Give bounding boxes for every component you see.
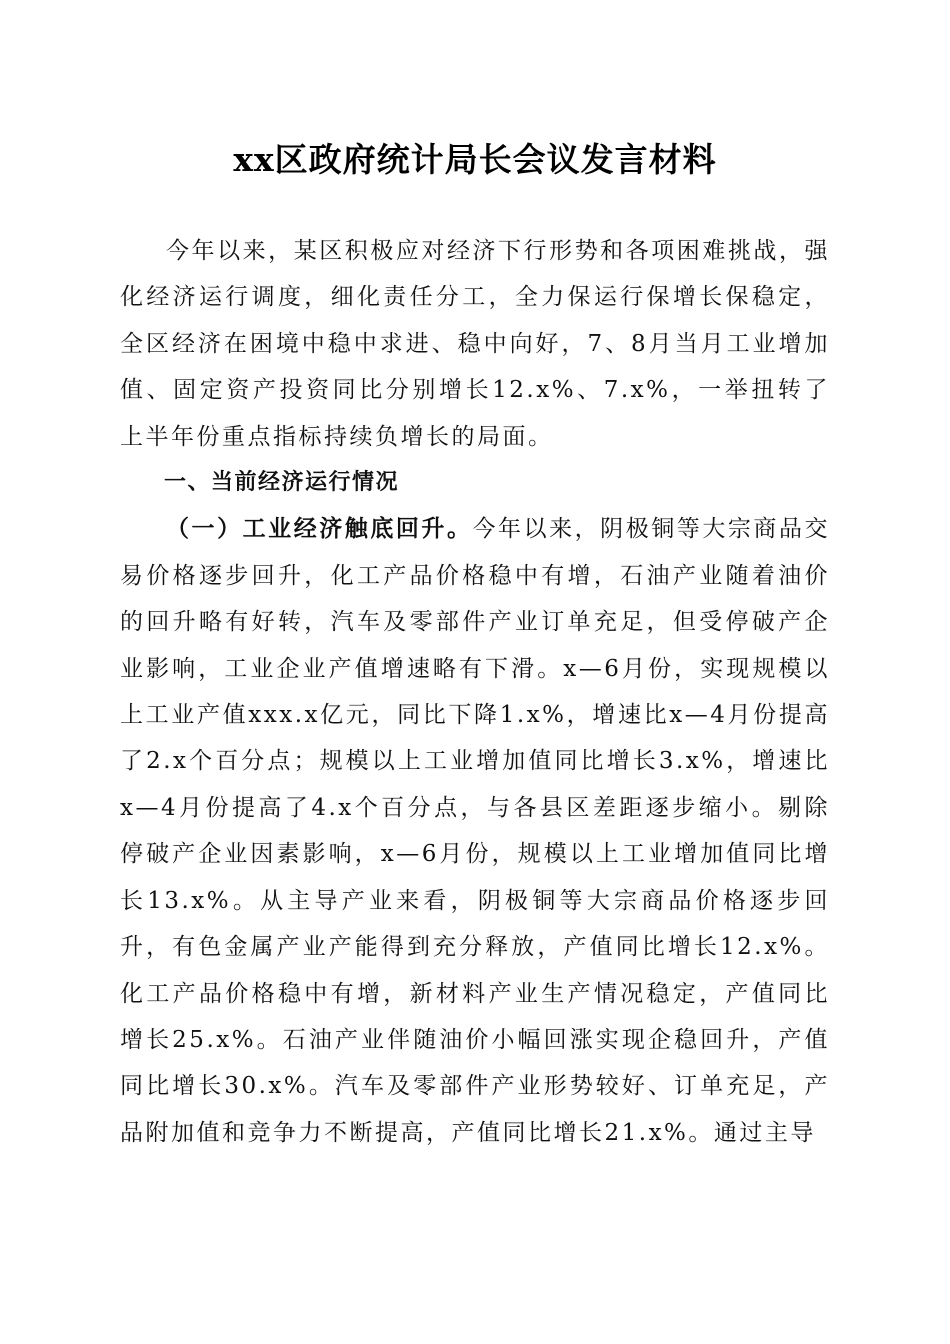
- subsection-paragraph: [120, 506, 830, 1156]
- document-body: [120, 228, 830, 1156]
- subsection-body: 今年以来，阴极铜等大宗商品交易价格逐步回升，化工产品价格稳中有增，石油产业随着油价的回升略有好转，汽车及零部件产业订单充足，但受停破产企业影响，工业企业产值增速略有下滑。x—6月份，实现规模以上工业产值xxx.x亿元，同比下降1.x%，增速比x—4月份提高了2.x个百分点；规模以上工业增加值同比增长3.x%，增速比x—4月份提高了4.x个百分点，与各县区差距逐步缩小。剔除停破产企业因素影响，x—6月份，规模以上工业增加值同比增长13.x%。从主导产业来看，阴极铜等大宗商品价格逐步回升，有色金属产业产能得到充分释放，产值同比增长12.x%。化工产品价格稳中有增，新材料产业生产情况稳定，产值同比增长25.x%。石油产业伴随油价小幅回涨实现企稳回升，产值同比增长30.x%。汽车及零部件产业形势较好、订单充足，产品附加值和竞争力不断提高，产值同比增长21.x%。通过主导: [120, 516, 831, 1146]
- section-heading: 一、当前经济运行情况: [164, 470, 400, 496]
- subsection-heading: （一）工业经济触底回升。: [166, 515, 473, 543]
- intro-paragraph: 今年以来，某区积极应对经济下行形势和各项困难挑战，强化经济运行调度，细化责任分工，全力保运行保增长保稳定，全区经济在困境中稳中求进、稳中向好，7、8月当月工业增加值、固定资产投资同比分别增长12.x%、7.x%，一举扭转了上半年份重点指标持续负增长的局面。: [120, 238, 830, 450]
- document-title: xx区政府统计局长会议发言材料: [233, 140, 717, 179]
